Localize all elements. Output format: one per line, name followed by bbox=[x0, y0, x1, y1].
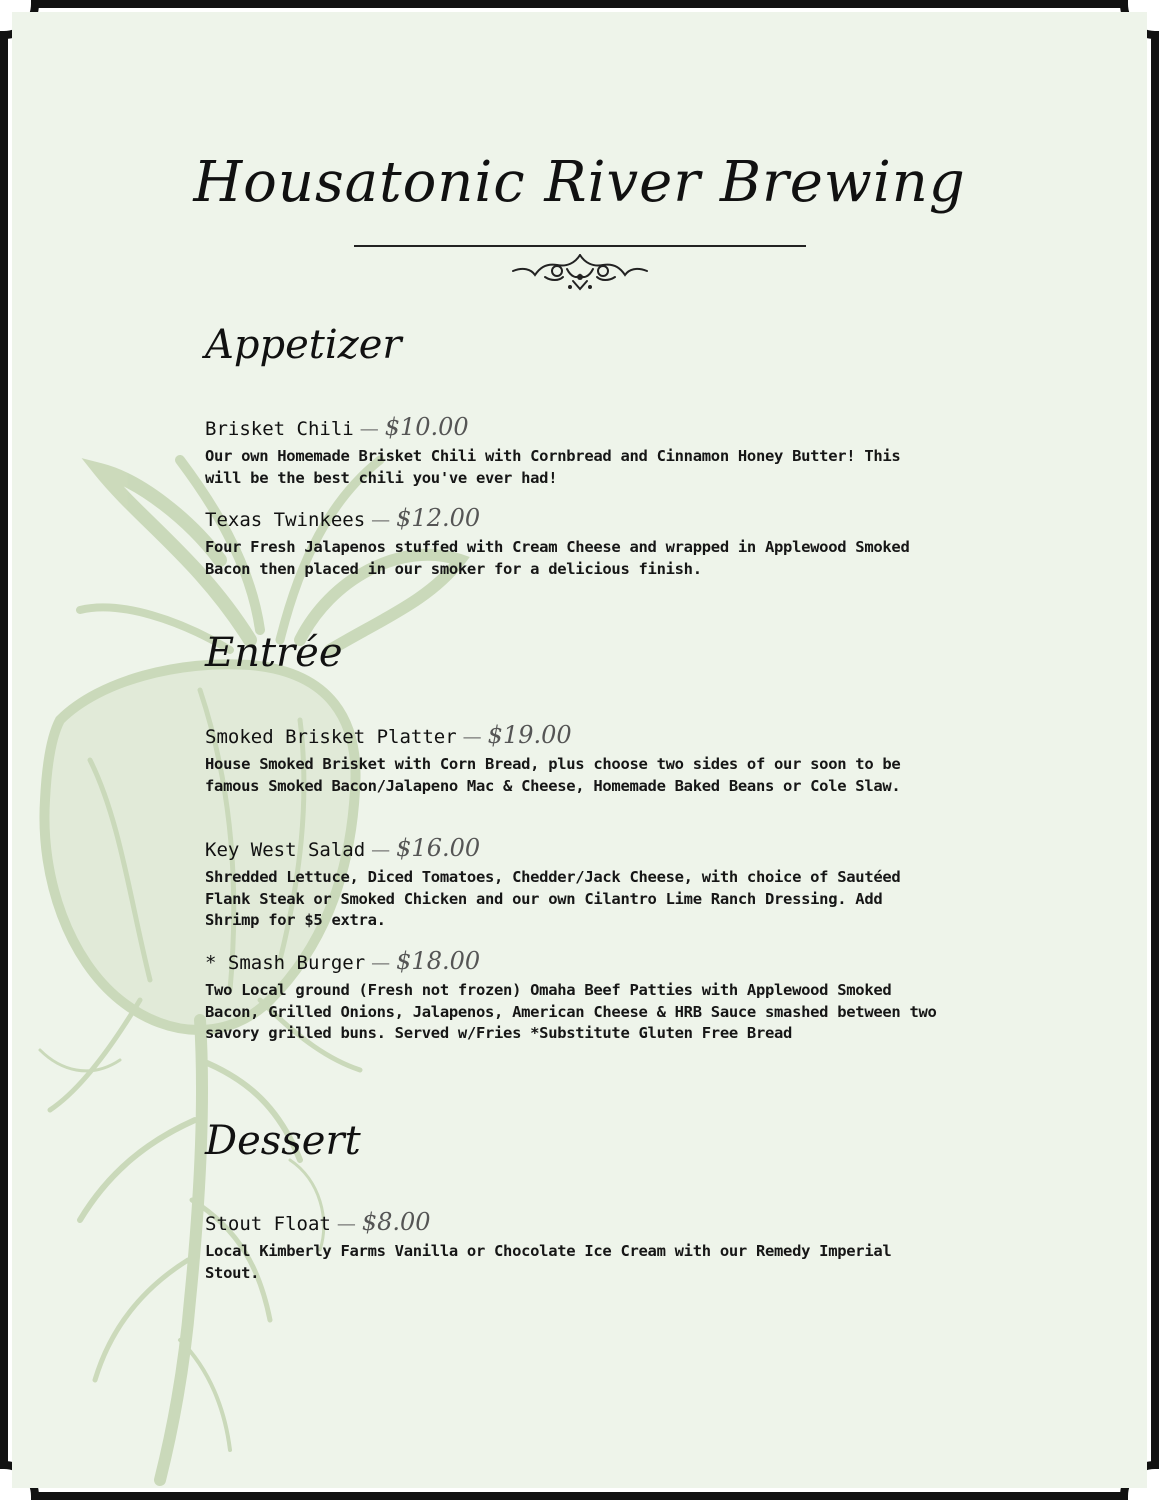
section-heading-appetizer: Appetizer bbox=[205, 322, 402, 368]
item-price: $8.00 bbox=[361, 1208, 431, 1236]
item-name: Brisket Chili bbox=[205, 418, 354, 440]
item-name: Stout Float bbox=[205, 1213, 331, 1235]
item-price: $18.00 bbox=[396, 947, 481, 975]
menu-item bbox=[205, 720, 945, 797]
dash-separator: — bbox=[371, 509, 391, 531]
item-description: Shredded Lettuce, Diced Tomatoes, Chedder/Jack Cheese, with choice of Sautéed Flank Steak or Smoked Chicken and our own Cilantro Lime Ranch Dressing. Add Shrimp for $5 extra. bbox=[205, 868, 901, 929]
item-description: Local Kimberly Farms Vanilla or Chocolate Ice Cream with our Remedy Imperial Stout. bbox=[205, 1242, 892, 1282]
item-price: $10.00 bbox=[384, 413, 469, 441]
item-name: Texas Twinkees bbox=[205, 509, 366, 531]
dash-separator: — bbox=[336, 1213, 356, 1235]
dash-separator: — bbox=[371, 839, 391, 861]
menu-item bbox=[205, 833, 945, 932]
menu-item bbox=[205, 1207, 945, 1284]
restaurant-title: Housatonic River Brewing bbox=[193, 150, 966, 215]
section-heading-entree: Entrée bbox=[205, 630, 343, 676]
menu-item bbox=[205, 412, 945, 489]
item-name: Key West Salad bbox=[205, 839, 366, 861]
menu-item bbox=[205, 503, 945, 580]
item-price: $19.00 bbox=[487, 721, 572, 749]
dash-separator: — bbox=[359, 418, 379, 440]
dash-separator: — bbox=[462, 726, 482, 748]
dash-separator: — bbox=[371, 952, 391, 974]
item-description: House Smoked Brisket with Corn Bread, plus choose two sides of our soon to be famous Smoked Bacon/Jalapeno Mac & Cheese, Homemade Baked Beans or Cole Slaw. bbox=[205, 755, 901, 795]
section-heading-dessert: Dessert bbox=[205, 1118, 361, 1164]
item-price: $16.00 bbox=[396, 834, 481, 862]
item-description: Two Local ground (Fresh not frozen) Omaha Beef Patties with Applewood Smoked Bacon, Grilled Onions, Jalapenos, American Cheese & HRB Sauce smashed between two savory grilled buns. Served w/Fries *Substitute Gluten Free Bread bbox=[205, 981, 937, 1042]
item-description: Our own Homemade Brisket Chili with Cornbread and Cinnamon Honey Butter! This will be the best chili you've ever had! bbox=[205, 447, 901, 487]
item-price: $12.00 bbox=[396, 504, 481, 532]
flourish-ornament-icon bbox=[505, 247, 655, 295]
item-name: Smoked Brisket Platter bbox=[205, 726, 457, 748]
menu-item bbox=[205, 946, 945, 1045]
item-name: * Smash Burger bbox=[205, 952, 366, 974]
item-description: Four Fresh Jalapenos stuffed with Cream Cheese and wrapped in Applewood Smoked Bacon then placed in our smoker for a delicious finish. bbox=[205, 538, 910, 578]
